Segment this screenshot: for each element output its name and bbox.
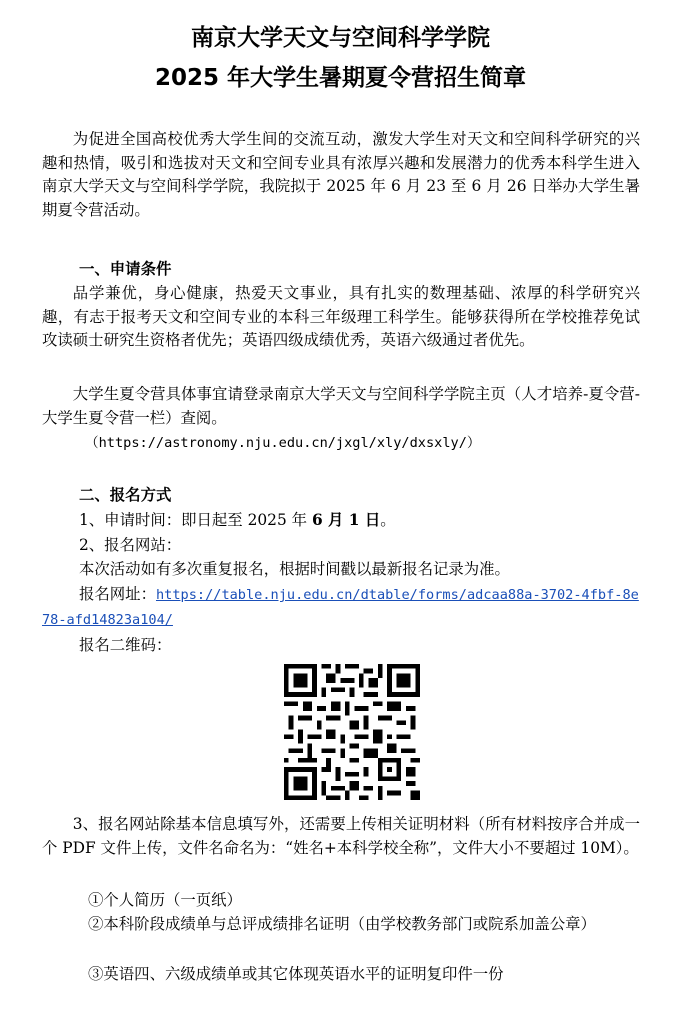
material-item-3: ③英语四、六级成绩单或其它体现英语水平的证明复印件一份 bbox=[88, 965, 504, 983]
apply-url-line bbox=[42, 583, 642, 632]
apply-time bbox=[79, 509, 396, 533]
apply-site-heading: 2、报名网站： bbox=[79, 536, 182, 554]
doc-title-line2: 2025 年大学生暑期夏令营招生简章 bbox=[154, 65, 527, 91]
apply-url-label: 报名网址： bbox=[79, 585, 156, 603]
material-item-1: ①个人简历（一页纸） bbox=[88, 891, 242, 909]
apply-note: 本次活动如有多次重复报名，根据时间戳以最新报名记录为准。 bbox=[79, 560, 510, 578]
qr-code-icon bbox=[284, 664, 420, 800]
materials-intro: 3、报名网站除基本信息填写外，还需要上传相关证明材料（所有材料按序合并成一个 PDF 文件上传，文件名命名为：“姓名+本科学校全称”，文件大小不要超过 10M）。 bbox=[42, 815, 640, 857]
material-item-2: ②本科阶段成绩单与总评成绩排名证明（由学校教务部门或院系加盖公章） bbox=[88, 915, 596, 933]
apply-deadline: 6 月 1 日 bbox=[311, 511, 381, 529]
intro-paragraph: 为促进全国高校优秀大学生间的交流互动，激发大学生对天文和空间科学研究的兴趣和热情，吸引和选拔对天文和空间专业具有浓厚兴趣和发展潜力的优秀本科学生进入南京大学天文与空间科学学院，我院拟于 2025 年 6 月 23 至 6 月 26 日举办大学生暑期夏令营活动。 bbox=[42, 130, 640, 219]
qr-label: 报名二维码： bbox=[79, 636, 172, 654]
section2-heading: 二、报名方式 bbox=[79, 486, 172, 504]
section1-info: 大学生夏令营具体事宜请登录南京大学天文与空间科学学院主页（人才培养-夏令营-大学生夏令营一栏）查阅。 bbox=[42, 385, 640, 427]
section1-requirements: 品学兼优，身心健康，热爱天文事业，具有扎实的数理基础、浓厚的科学研究兴趣，有志于报考天文和空间专业的本科三年级理工科学生。能够获得所在学校推荐免试攻读硕士研究生资格者优先；英语四级成绩优秀，英语六级通过者优先。 bbox=[42, 284, 640, 350]
doc-title-line1: 南京大学天文与空间科学学院 bbox=[191, 25, 490, 51]
section1-url: （https://astronomy.nju.edu.cn/jxgl/xly/dxsxly/） bbox=[85, 435, 481, 451]
apply-time-suffix: 。 bbox=[380, 511, 396, 529]
apply-url-link[interactable]: https://table.nju.edu.cn/dtable/forms/adcaa88a-3702-4fbf-8e78-afd14823a104/ bbox=[42, 587, 639, 628]
apply-time-prefix: 1、申请时间：即日起至 2025 年 bbox=[79, 511, 312, 529]
section1-heading: 一、申请条件 bbox=[79, 260, 172, 278]
